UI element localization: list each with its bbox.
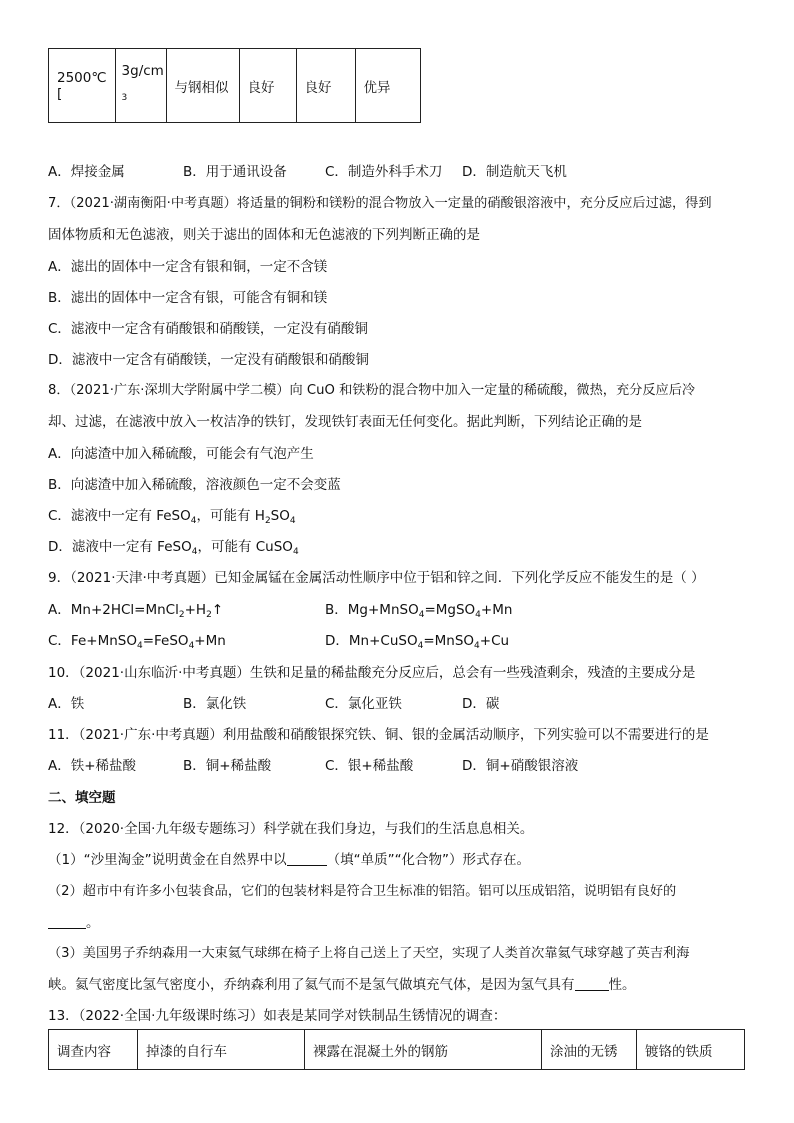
q12-part2-line2: 。 xyxy=(48,911,100,931)
q9-option-a: A．$Mn+2HCl=MnCl_2+H_2↑$ xyxy=(48,602,224,620)
q13-stem: 13．（2022·全国·九年级课时练习）如表是某同学对铁制品生锈情况的调查： xyxy=(48,1008,507,1024)
q6-option-d: D．制造航天飞机 xyxy=(462,164,567,180)
q10-option-d: D．碳 xyxy=(462,696,500,712)
q12-part3-line2: 峡。氦气密度比氢气密度小，乔纳森利用了氦气而不是氢气做填充气体，是因为氢气具有 性。 xyxy=(48,977,636,993)
q8-option-a: A．向滤渣中加入稀硫酸，可能会有气泡产生 xyxy=(48,446,314,462)
q11-option-d: D．铜+硝酸银溶液 xyxy=(462,758,579,774)
q8-option-c: C．滤液中一定有 FeSO$_4$，可能有 $H_2SO_4$ xyxy=(48,508,296,526)
q9-option-b: B．Mg+MnSO$_4$=MgSO$_4$+Mn xyxy=(325,602,513,620)
table-cell: 镀铬的铁质 xyxy=(637,1030,745,1070)
q7-option-a: A．滤出的固体中一定含有银和铜，一定不含镁 xyxy=(48,259,328,275)
q9-stem: 9．（2021·天津·中考真题）已知金属锰在金属活动性顺序中位于铝和锌之间．下列化学反应不能发生的是（ ） xyxy=(48,570,705,586)
table-cell: 掉漆的自行车 xyxy=(138,1030,305,1070)
density-value: 3g/cm xyxy=(121,63,164,79)
properties-table xyxy=(48,48,421,123)
q8-option-b: B．向滤渣中加入稀硫酸，溶液颜色一定不会变蓝 xyxy=(48,477,341,493)
table-cell xyxy=(115,49,166,123)
q12-part2-line1: （2）超市中有许多小包装食品，它们的包装材料是符合卫生标准的铝箔。铝可以压成铝箔，说明铝有良好的 xyxy=(48,884,677,899)
q10-option-a: A．铁 xyxy=(48,696,85,712)
table-cell: 裸露在混凝土外的钢筋 xyxy=(305,1030,542,1070)
q8-stem-line2: 却、过滤，在滤液中放入一枚洁净的铁钉，发现铁钉表面无任何变化。据此判断，下列结论正确的是 xyxy=(48,414,642,430)
table-cell: 2500℃[ xyxy=(49,49,116,123)
q9-option-d: D．Mn+CuSO$_4$=MnSO$_4$+Cu xyxy=(325,633,510,651)
table-cell: 与钢相似 xyxy=(166,49,239,123)
q11-option-a: A．铁+稀盐酸 xyxy=(48,758,137,774)
table-cell: 良好 xyxy=(296,49,355,123)
answer-blank[interactable] xyxy=(287,853,327,866)
q7-option-c: C．滤液中一定含有硝酸银和硝酸镁，一定没有硝酸铜 xyxy=(48,321,368,337)
q12-part3-line1: （3）美国男子乔纳森用一大束氦气球绑在椅子上将自己送上了天空，实现了人类首次靠氦气球穿越了英吉利海 xyxy=(48,946,690,961)
table-cell: 涂油的无锈 xyxy=(542,1030,637,1070)
q11-option-c: C．银+稀盐酸 xyxy=(325,758,414,774)
table-cell: 调查内容 xyxy=(49,1030,138,1070)
table-cell: 优异 xyxy=(355,49,420,123)
section-heading: 二、填空题 xyxy=(48,790,116,806)
q12-stem: 12．（2020·全国·九年级专题练习）科学就在我们身边，与我们的生活息息相关。 xyxy=(48,821,534,837)
q6-option-c: C．制造外科手术刀 xyxy=(325,164,443,180)
q9-option-c: C．Fe+MnSO$_4$=FeSO$_4$+Mn xyxy=(48,633,226,651)
q6-option-a: A．焊接金属 xyxy=(48,164,125,180)
q6-option-b: B．用于通讯设备 xyxy=(183,164,287,180)
density-exponent: 3 xyxy=(121,93,128,103)
rust-survey-table xyxy=(48,1029,745,1070)
q7-option-b: B．滤出的固体中一定含有银，可能含有铜和镁 xyxy=(48,290,328,306)
q8-stem-line1: 8．（2021·广东·深圳大学附属中学二模）向 CuO 和铁粉的混合物中加入一定量的稀硫酸，微热，充分反应后冷 xyxy=(48,383,696,398)
answer-blank[interactable] xyxy=(575,978,609,991)
q10-option-c: C．氯化亚铁 xyxy=(325,696,402,712)
q11-stem: 11．（2021·广东·中考真题）利用盐酸和硝酸银探究铁、铜、银的金属活动顺序，下列实验可以不需要进行的是 xyxy=(48,727,709,743)
q11-option-b: B．铜+稀盐酸 xyxy=(183,758,272,774)
answer-blank[interactable] xyxy=(48,916,86,929)
q8-option-d: D．滤液中一定有 FeSO$_4$，可能有 CuSO$_4$ xyxy=(48,539,299,557)
q12-part1: （1）“沙里淘金”说明黄金在自然界中以 （填“单质”“化合物”）形式存在。 xyxy=(48,852,531,868)
q10-stem: 10．（2021·山东临沂·中考真题）生铁和足量的稀盐酸充分反应后，总会有一些残渣剩余，残渣的主要成分是 xyxy=(48,665,696,681)
q7-stem-line2: 固体物质和无色滤液，则关于滤出的固体和无色滤液的下列判断正确的是 xyxy=(48,227,480,243)
table-cell: 良好 xyxy=(239,49,296,123)
q7-option-d: D．滤液中一定含有硝酸镁，一定没有硝酸银和硝酸铜 xyxy=(48,352,369,368)
q10-option-b: B．氯化铁 xyxy=(183,696,247,712)
q7-stem-line1: 7．（2021·湖南衡阳·中考真题）将适量的铜粉和镁粉的混合物放入一定量的硝酸银溶液中，充分反应后过滤，得到 xyxy=(48,196,712,211)
